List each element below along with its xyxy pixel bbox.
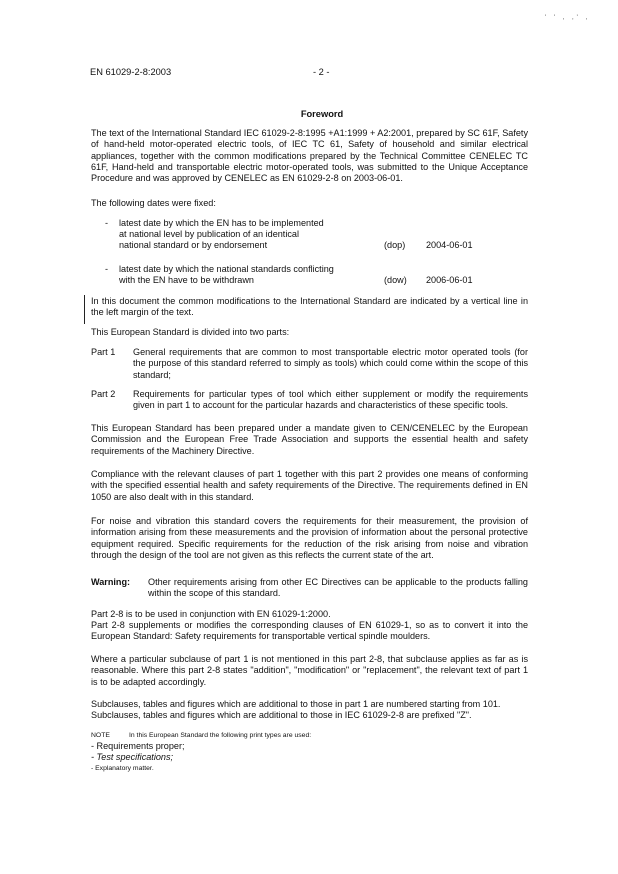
date-line: with the EN have to be withdrawn [119, 275, 254, 285]
modification-bar [84, 295, 85, 324]
intro-paragraph: The text of the International Standard IEC 61029-2-8:1995 +A1:1999 + A2:2001, prepared by SC 61F, Safety of hand-held motor-operated electric tools, of IEC TC 61, Safety of household and similar electrical appliances, together with the common modifications prepared by the Technical Committee CENELEC TC 61F, Hand-held and transportable electric motor-operated tools, was submitted to the Unique Acceptance Procedure and was approved by CENELEC as EN 61029-2-8 on 2003-06-01. [91, 128, 528, 184]
section-title: Foreword [300, 109, 344, 119]
mandate-paragraph: This European Standard has been prepared under a mandate given to CEN/CENELEC by the European Commission and the European Free Trade Association and supports the essential health and safety requirements of the Machinery Directive. [91, 423, 528, 456]
part-description: Requirements for particular types of tool which either supplement or modify the requirements given in part 1 to account for the particular hazards and characteristics of these specific tools. [133, 389, 528, 411]
date-code: (dop) [384, 240, 406, 250]
print-type-tests: - Test specifications; [91, 752, 174, 762]
date-line: at national level by publication of an identical [119, 229, 299, 239]
part-label: Part 1 [91, 347, 116, 357]
common-modifications-paragraph: In this document the common modifications to the International Standard are indicated by a vertical line in the left margin of the text. [91, 296, 528, 318]
note-text: In this European Standard the following print types are used: [129, 732, 312, 739]
date-value: 2004-06-01 [426, 240, 473, 250]
scan-specks: ' ' , ,' , [545, 15, 591, 21]
date-bullet: - [105, 264, 109, 274]
compliance-paragraph: Compliance with the relevant clauses of part 1 together with this part 2 provides one means of conforming with the specified essential health and safety requirements of the Directive. The requirements defined in EN 1050 are also dealt with in this standard. [91, 469, 528, 502]
subclause-paragraph: Where a particular subclause of part 1 is not mentioned in this part 2-8, that subclause applies as far as is reasonable. Where this part 2-8 states "addition", "modification" or "replacement", the relevant text of part 1 is to be adapted accordingly. [91, 654, 528, 687]
date-bullet: - [105, 218, 109, 228]
numbering-line: Subclauses, tables and figures which are additional to those in part 1 are numbered starting from 101. [91, 699, 501, 709]
date-line: national standard or by endorsement [119, 240, 268, 250]
part-label: Part 2 [91, 389, 116, 399]
supplements-paragraph: Part 2-8 supplements or modifies the corresponding clauses of EN 61029-1, so as to convert it into the European Standard: Safety requirements for transportable vertical spindle moulders. [91, 620, 528, 642]
part-description: General requirements that are common to most transportable electric motor operated tools (for the purpose of this standard referred to simply as tools) which could come within the scope of this standard; [133, 347, 528, 380]
dates-intro: The following dates were fixed: [91, 198, 216, 208]
parts-intro: This European Standard is divided into two parts: [91, 327, 290, 337]
page-number: - 2 - [313, 67, 330, 77]
numbering-line: Subclauses, tables and figures which are additional to those in IEC 61029-2-8 are prefixed "Z". [91, 710, 472, 720]
noise-paragraph: For noise and vibration this standard covers the requirements for their measurement, the provision of information arising from these measurements and the provision of information about the personal protective equipment required. Specific requirements for the reduction of the risk arising from noise and vibration through the design of the tool are not given as this reflects the current state of the art. [91, 516, 528, 560]
date-code: (dow) [384, 275, 407, 285]
note-label: NOTE [91, 732, 110, 739]
print-type-requirements: - Requirements proper; [91, 741, 185, 751]
warning-text: Other requirements arising from other EC Directives can be applicable to the products falling within the scope of this standard. [148, 577, 528, 599]
warning-label: Warning: [91, 577, 131, 587]
conjunction-line: Part 2-8 is to be used in conjunction with EN 61029-1:2000. [91, 609, 331, 619]
date-line: latest date by which the national standards conflicting [119, 264, 334, 274]
document-id: EN 61029-2-8:2003 [90, 67, 172, 77]
print-type-explanatory: - Explanatory matter. [91, 765, 154, 772]
date-line: latest date by which the EN has to be implemented [119, 218, 324, 228]
date-value: 2006-06-01 [426, 275, 473, 285]
